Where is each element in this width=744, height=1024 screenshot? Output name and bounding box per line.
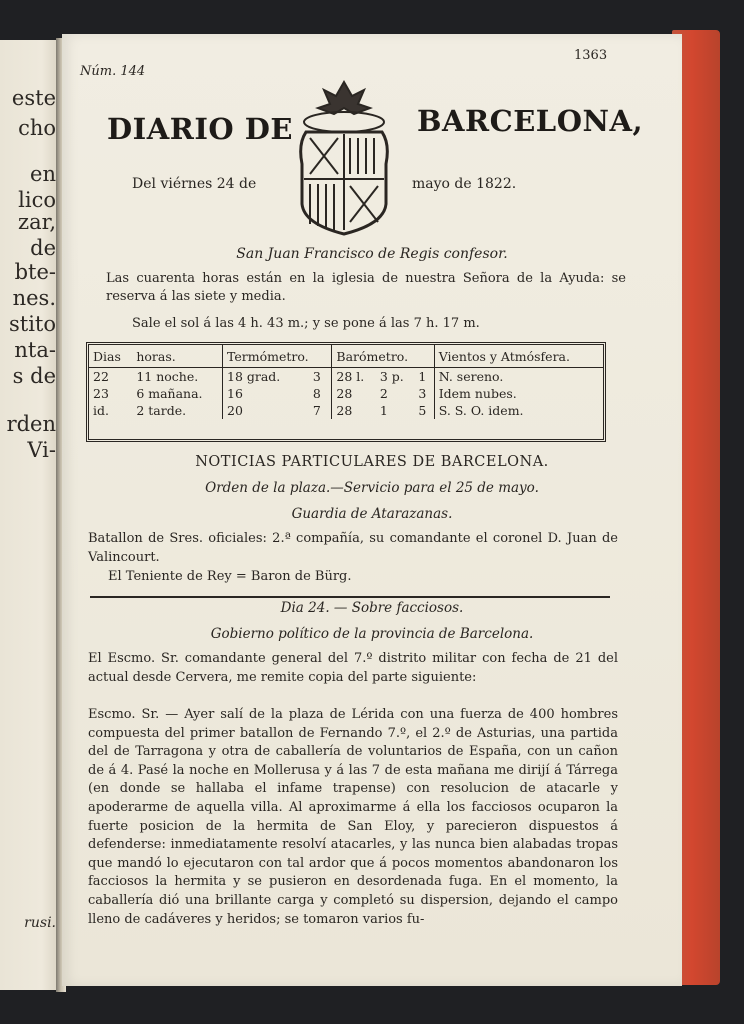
cell-day: 23 [93,386,109,401]
intro-paragraph: El Escmo. Sr. comandante general del 7.º distrito militar con fecha de 21 del actual desde Cervera, me remite copia del parte siguiente: [88,651,618,685]
gobierno-heading: Gobierno político de la provincia de Barcelona. [210,626,534,642]
date-left: Del viérnes 24 de [132,176,257,192]
table-row [89,385,603,402]
masthead-title-right: BARCELONA, [417,104,644,138]
day-heading: Dia 24. — Sobre facciosos. [280,600,464,616]
news-heading: NOTICIAS PARTICULARES DE BARCELONA. [195,454,549,470]
barcelona-crest-icon [284,74,404,239]
left-fragment: zar, [18,210,56,234]
cell-hour: 2 tarde. [136,403,187,418]
left-fragment: nes. [12,286,56,310]
left-fragment: nta- [14,338,56,362]
issue-number: Núm. 144 [80,64,146,79]
forty-hours-notice: Las cuarenta horas están en la iglesia de nuestra Señora de la Ayuda: se reserva á las siete y media. [106,271,626,304]
cell-baro3: 3 [418,386,427,401]
weather-table [86,342,606,442]
cell-baro2: 1 [379,403,388,418]
page-number: 1363 [574,48,608,63]
left-fragment: stito [8,312,56,336]
cell-wind: Idem nubes. [434,385,603,402]
left-fragment: lico [18,188,56,212]
left-page [0,40,62,990]
left-fragment: cho [18,116,56,140]
left-fragment: rden [6,412,56,436]
teniente-text: El Teniente de Rey = Baron de Bürg. [108,569,352,584]
cell-baro: 28 [332,402,376,419]
left-fragment: Vi- [27,438,56,462]
cell-day: id. [93,403,109,418]
cell-therm2: 3 [312,369,321,384]
left-fragment: s de [12,364,56,388]
masthead-title-left: DIARIO DE [107,112,293,146]
cell-day: 22 [93,369,109,384]
section-rule [90,596,610,598]
header-thermometer: Termómetro. [223,345,332,368]
header-barometer: Barómetro. [332,345,434,368]
header-hours: horas. [132,345,222,368]
cell-therm: 16 [223,385,309,402]
cell-hour: 6 mañana. [136,386,203,401]
saint-of-day: San Juan Francisco de Regis confesor. [236,246,508,262]
table-row [89,368,603,386]
cell-baro3: 5 [418,403,427,418]
table-row [89,402,603,419]
left-fragment: bte- [14,260,56,284]
cell-baro: 28 l. [332,368,376,386]
left-fragment: en [30,162,56,186]
order-line: Orden de la plaza.—Servicio para el 25 de mayo. [205,480,539,496]
cell-baro2: 2 [379,386,388,401]
left-fragment: de [30,236,56,260]
battalion-text: Batallon de Sres. oficiales: 2.ª compañía, su comandante el coronel D. Juan de Valincourt. [88,531,618,565]
cell-therm: 18 grad. [223,368,309,386]
header-wind: Vientos y Atmósfera. [434,345,603,368]
cell-baro3: 1 [418,369,427,384]
sunrise-sunset: Sale el sol á las 4 h. 43 m.; y se pone á las 7 h. 17 m. [132,316,480,331]
left-fragment: rusi. [24,915,56,931]
header-days: Dias [89,345,132,368]
left-fragment: este [11,86,56,110]
date-right: mayo de 1822. [412,176,517,192]
cell-therm: 20 [223,402,309,419]
cell-therm2: 7 [312,403,321,418]
cell-wind: S. S. O. idem. [434,402,603,419]
cell-wind: N. sereno. [434,368,603,386]
body-paragraph: Escmo. Sr. — Ayer salí de la plaza de Lérida con una fuerza de 400 hombres compuesta del primer batallon de Fernando 7.º, el 2.º de Asturias, una partida del de Tarragona y otra de caballería de voluntarios de España, con un cañon de á 4. Pasé la noche en Mollerusa y á las 7 de esta mañana me dirijí á Tárrega (en donde se hallaba el infame trapense) con resolucion de atacarle y apoderarme de aquella villa. Al aproximarme á ella los facciosos ocuparon la fuerte posicion de la hermita de San Eloy, y parecieron dispuestos á defenderse: inmediatamente resolví atacarles, y las nunca bien alabadas tropas que mandó lo ejecutaron con tal ardor que á pocos momentos abandonaron los facciosos la hermita y se pusieron en desordenada fuga. En el momento, la caballería dió una brillante carga y completó su dispersion, dejando el campo lleno de cadáveres y heridos; se tomaron varios fu- [88,707,618,927]
guard-line: Guardia de Atarazanas. [291,506,453,522]
cell-hour: 11 noche. [136,369,199,384]
cell-baro2: 3 p. [379,369,404,384]
cell-therm2: 8 [312,386,321,401]
cell-baro: 28 [332,385,376,402]
newspaper-page [62,34,682,986]
